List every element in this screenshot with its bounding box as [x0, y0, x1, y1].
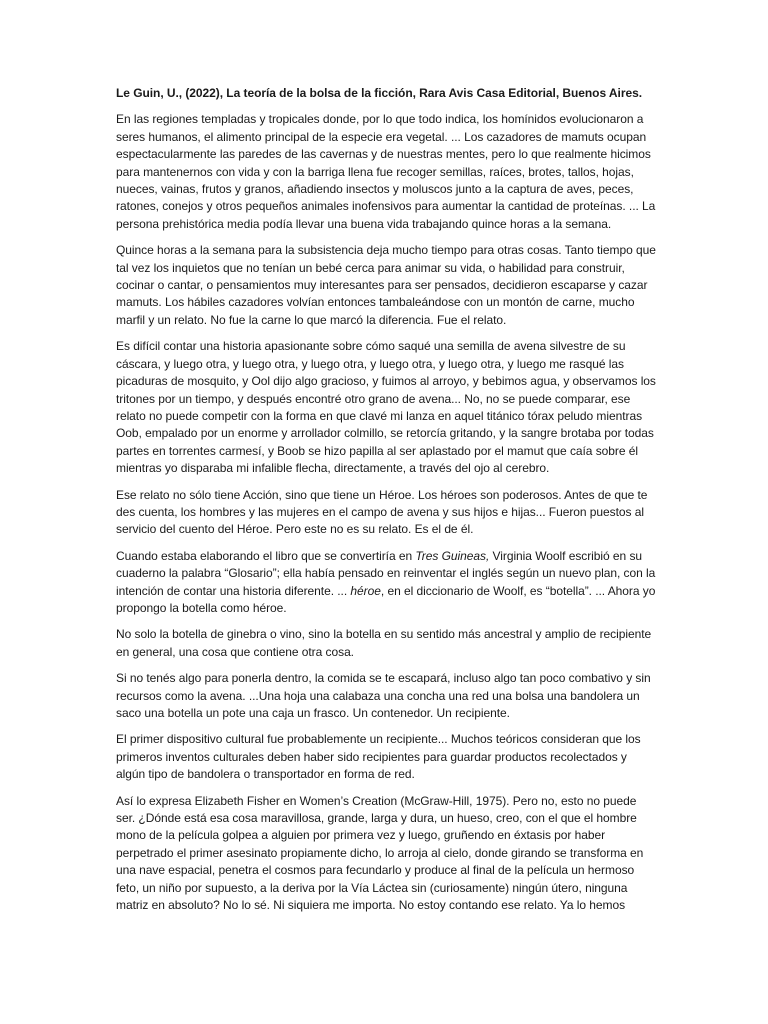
paragraph-1: En las regiones templadas y tropicales donde, por lo que todo indica, los homínidos evolucionaron a seres humanos, el alimento principal de la especie era vegetal. ... Los cazadores de mamuts ocupan espectacularmente las paredes de las cavernas y de nuestras mentes, pero lo que realmente hicimos para mantenernos con vida y con la barriga llena fue recoger semillas, raíces, brotes, tallos, hojas, nueces, vainas, frutos y granos, añadiendo insectos y moluscos junto a la captura de aves, peces, ratones, conejos y otros pequeños animales inofensivos para aumentar la cantidad de proteínas. ... La persona prehistórica media podía llevar una buena vida trabajando quince horas a la semana.	[116, 112, 656, 231]
document-page	[116, 85, 656, 914]
citation-heading: Le Guin, U., (2022), La teoría de la bolsa de la ficción, Rara Avis Casa Editorial, Buenos Aires.	[116, 86, 642, 100]
paragraph-7: Si no tenés algo para ponerla dentro, la comida se te escapará, incluso algo tan poco combativo y sin recursos como la avena. ...Una hoja una calabaza una concha una red una bolsa una bandolera un saco una botella un pote una caja un frasco. Un contenedor. Un recipiente.	[116, 671, 651, 720]
paragraph-9: Así lo expresa Elizabeth Fisher en Women’s Creation (McGraw-Hill, 1975). Pero no, esto no puede ser. ¿Dónde está esa cosa maravillosa, grande, larga y dura, un hueso, creo, con el que el hombre mono de la película golpea a alguien por primera vez y luego, gruñendo en éxtasis por haber perpetrado el primer asesinato propiamente dicho, lo arroja al cielo, donde girando se transforma en una nave espacial, penetra el cosmos para fecundarlo y produce al final de la película un hermoso feto, un niño por supuesto, a la deriva por la Vía Láctea sin (curiosamente) ningún útero, ninguna matriz en absoluto? No lo sé. Ni siquiera me importa. No estoy contando ese relato. Ya lo hemos	[116, 793, 644, 913]
paragraph-8: El primer dispositivo cultural fue probablemente un recipiente... Muchos teóricos consideran que los primeros inventos culturales deben haber sido recipientes para guardar productos recolectados y algún tipo de bandolera o transportador en forma de red.	[116, 732, 641, 782]
paragraph-5-text-b: Virginia Woolf escribió en su cuaderno la palabra “Glosario”; ella había pensado en reinventar el inglés según un nuevo plan, con la intención de contar una historia diferente. ...	[116, 548, 656, 598]
paragraph-5-text-a: Cuando estaba elaborando el libro que se convertiría en	[116, 548, 416, 563]
paragraph-4: Ese relato no sólo tiene Acción, sino que tiene un Héroe. Los héroes son poderosos. Antes de que te des cuenta, los hombres y las mujeres en el campo de avena y sus hijos e hijas... Fueron puestos al servicio del cuento del Héroe. Pero este no es su relato. Es el de él.	[116, 487, 648, 537]
paragraph-5-text-c: , en el diccionario de Woolf, es “botella”. ... Ahora yo propongo la botella como héroe.	[116, 583, 656, 615]
book-title-tres-guineas: Tres Guineas,	[415, 548, 490, 563]
italic-word-heroe: héroe	[350, 583, 381, 598]
paragraph-2: Quince horas a la semana para la subsistencia deja mucho tiempo para otras cosas. Tanto tiempo que tal vez los inquietos que no tenían un bebé cerca para animar su vida, o habilidad para construir, cocinar o cantar, o pensamientos muy interesantes para ser pensados, decidieron escaparse y cazar mamuts. Los hábiles cazadores volvían entonces tambaleándose con un montón de carne, mucho marfil y un relato. No fue la carne lo que marcó la diferencia. Fue el relato.	[116, 243, 656, 327]
paragraph-3: Es difícil contar una historia apasionante sobre cómo saqué una semilla de avena silvestre de su cáscara, y luego otra, y luego otra, y luego otra, y luego otra, y luego otra, y luego me rasqué las picaduras de mosquito, y Ool dijo algo gracioso, y fuimos al arroyo, y bebimos agua, y observamos los tritones por un tiempo, y después encontré otro grano de avena... No, no se puede comparar, ese relato no puede competir con la forma en que clavé mi lanza en aquel titánico tórax peludo mientras Oob, empalado por un enorme y arrollador colmillo, se retorcía gritando, y la sangre brotaba por todas partes en torrentes carmesí, y Boob se hizo papilla al ser aplastado por el mamut que caía sobre él mientras yo disparaba mi infalible flecha, directamente, a través del ojo al cerebro.	[116, 339, 656, 476]
paragraph-6: No solo la botella de ginebra o vino, sino la botella en su sentido más ancestral y amplio de recipiente en general, una cosa que contiene otra cosa.	[116, 627, 652, 659]
paragraph-5	[116, 548, 656, 618]
